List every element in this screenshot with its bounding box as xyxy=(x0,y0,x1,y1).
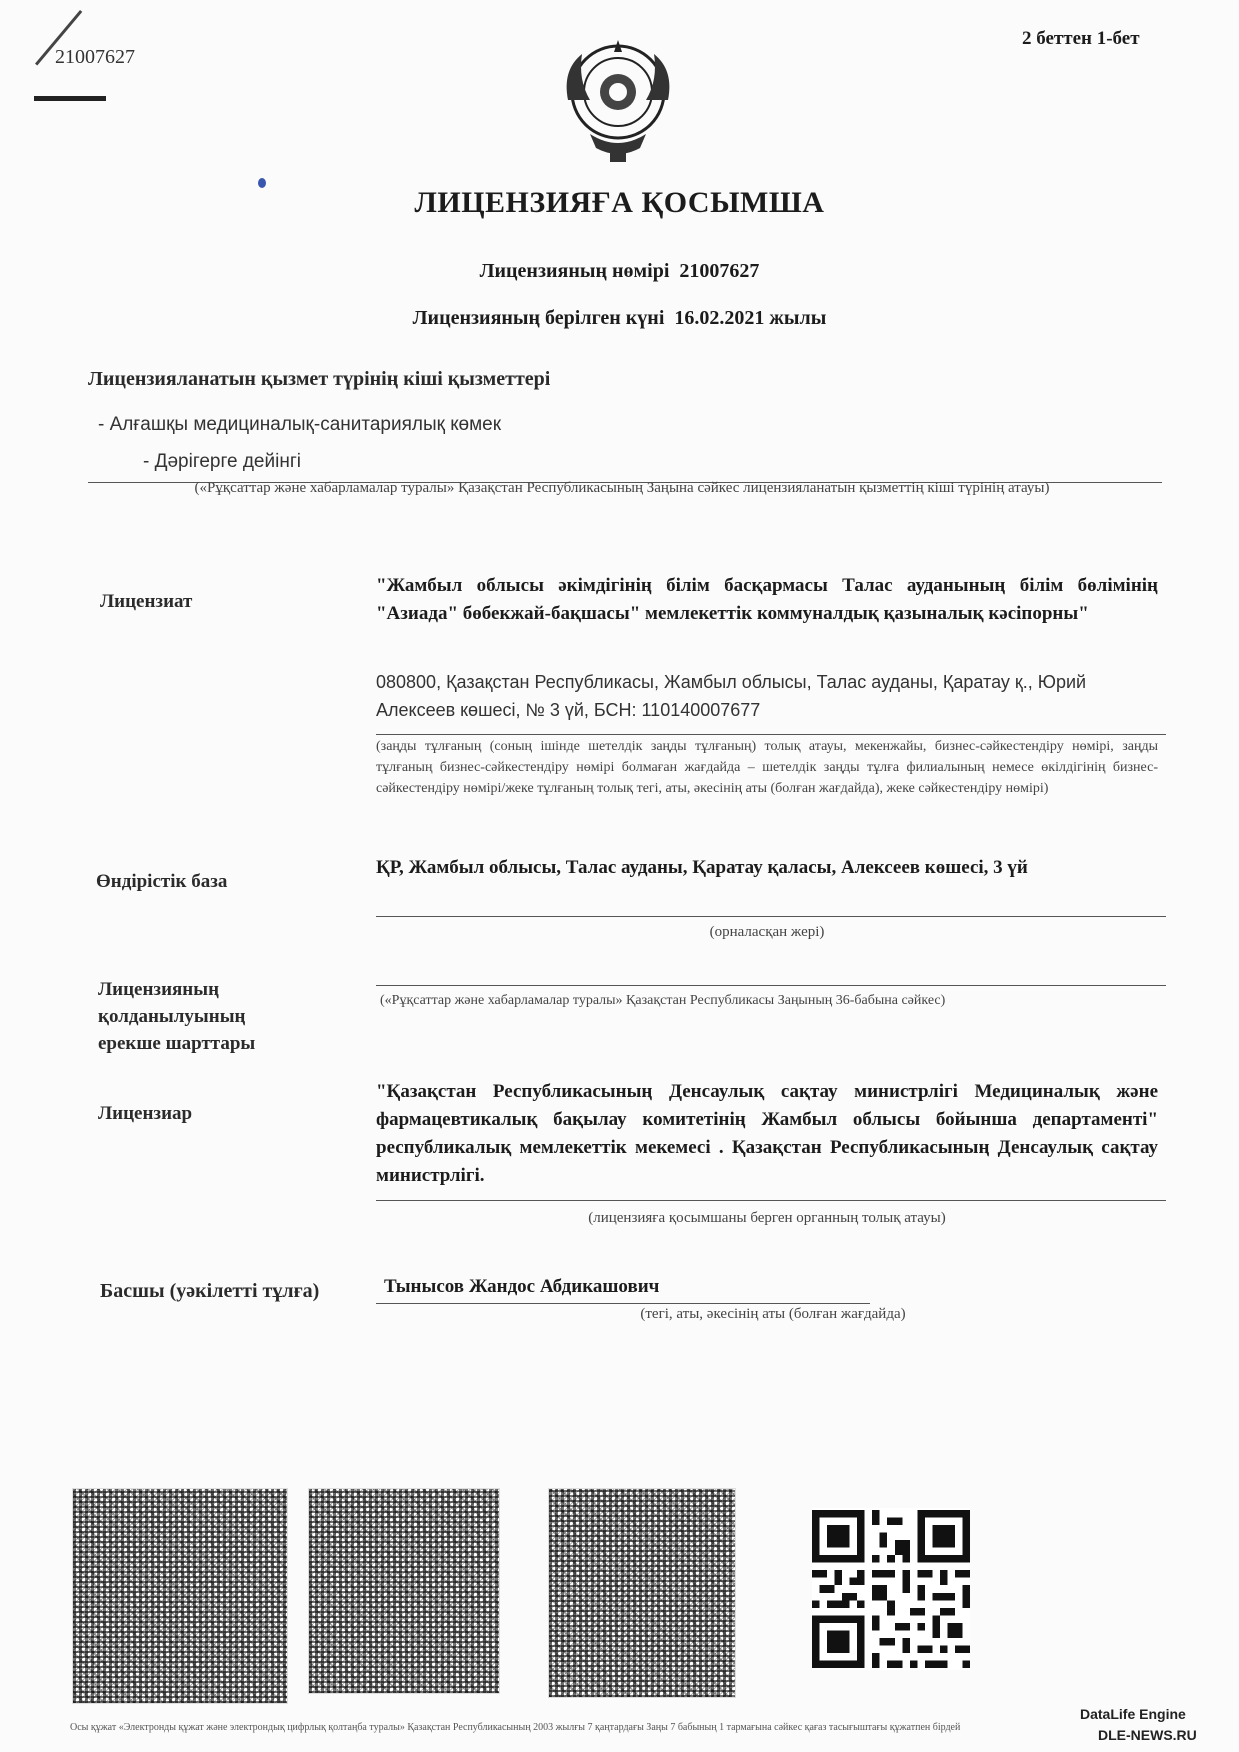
license-date-line xyxy=(0,307,1239,330)
production-base-caption: (орналасқан жері) xyxy=(709,924,825,940)
special-conditions-label xyxy=(98,976,255,1057)
production-base-value: ҚР, Жамбыл облысы, Талас ауданы, Қаратау қаласы, Алексеев көшесі, 3 үй xyxy=(376,857,1028,878)
qr-code-icon xyxy=(812,1508,970,1670)
license-date-label: Лицензияның берілген күні xyxy=(412,307,665,329)
license-number-line xyxy=(0,260,1239,283)
special-conditions-label-line: Лицензияның xyxy=(98,979,220,1000)
head-caption: (тегі, аты, әкесінің аты (болған жағдайда) xyxy=(640,1306,906,1322)
document-title: ЛИЦЕНЗИЯҒА ҚОСЫМША xyxy=(414,186,825,219)
2d-barcode-icon xyxy=(308,1488,500,1694)
subactivities-caption: («Рұқсаттар және хабарламалар туралы» Қазақстан Республикасының Заңына сәйкес лицензияланатын қызметтің кіші түрінің атауы) xyxy=(194,480,1050,496)
special-conditions-label-line: ерекше шарттары xyxy=(98,1033,256,1054)
watermark: DataLife Engine xyxy=(1080,1706,1186,1722)
subactivity-item: - Алғашқы медициналық-санитариялық көмек xyxy=(98,414,502,435)
ink-underline-mark xyxy=(34,96,106,101)
license-number-value: 21007627 xyxy=(679,260,760,282)
license-number-label: Лицензияның нөмірі xyxy=(479,260,670,282)
divider xyxy=(376,1200,1166,1201)
page-count: 2 беттен 1-бет xyxy=(1022,28,1140,49)
production-base-label: Өндірістік база xyxy=(96,871,228,892)
head-label: Басшы (уәкілетті тұлға) xyxy=(100,1280,320,1302)
licensee-name: "Жамбыл облысы әкімдігінің білім басқармасы Талас ауданының білім бөлімінің "Азиада" бөбекжай-бақшасы" мемлекеттік коммуналдық қазыналық кәсіпорны" xyxy=(376,575,1158,624)
licensee-caption: (заңды тұлғаның (соның ішінде шетелдік заңды тұлғаның) толық атауы, мекенжайы, бизнес-сәйкестендіру нөмірі, заңды тұлғаның бизнес-сәйкестендіру нөмірі болмаған жағдайда – шетелдік заңды тұлға филиалының немесе өкілдігінің бизнес-сәйкестендіру нөмірі/жеке тұлғаның толық тегі, аты, әкесінің аты (болған жағдайда), жеке сәйкестендіру нөмірі) xyxy=(376,739,1158,796)
legal-footer-note: Осы құжат «Электронды құжат және электрондық цифрлық қолтаңба туралы» Қазақстан Республикасының 2003 жылғы 7 қаңтардағы Заңы 7 бабының 1 тармағына сәйкес қағаз тасығыштағы құжатпен бірдей xyxy=(70,1722,961,1733)
licensee-address: 080800, Қазақстан Республикасы, Жамбыл облысы, Талас ауданы, Қаратау қ., Юрий Алексеев көшесі, № 3 үй, БСН: 110140007677 xyxy=(376,672,1087,720)
watermark: DLE-NEWS.RU xyxy=(1098,1727,1197,1743)
divider xyxy=(376,916,1166,917)
head-value: Тынысов Жандос Абдикашович xyxy=(384,1276,660,1297)
special-conditions-caption: («Рұқсаттар және хабарламалар туралы» Қазақстан Республикасы Заңының 36-бабына сәйкес) xyxy=(380,993,946,1008)
special-conditions-label-line: қолданылуының xyxy=(98,1006,246,1027)
state-emblem-icon xyxy=(560,30,676,170)
stamp-number: 21007627 xyxy=(55,46,135,68)
divider xyxy=(376,734,1166,735)
licensor-label: Лицензиар xyxy=(98,1103,193,1124)
divider xyxy=(376,1303,870,1304)
subactivities-heading: Лицензияланатын қызмет түрінің кіші қызметтері xyxy=(88,368,551,390)
licensor-caption: (лицензияға қосымшаны берген органның толық атауы) xyxy=(588,1210,946,1226)
2d-barcode-icon xyxy=(72,1488,288,1704)
2d-barcode-icon xyxy=(548,1488,736,1698)
licensee-label: Лицензиат xyxy=(100,591,193,612)
licensor-value: "Қазақстан Республикасының Денсаулық сақтау министрлігі Медициналық және фармацевтикалық бақылау комитетінің Жамбыл облысы бойынша департаменті" республикалық мемлекеттік мекемесі . Қазақстан Республикасының Денсаулық сақтау министрлігі. xyxy=(376,1081,1158,1186)
subactivity-item: - Дәрігерге дейінгі xyxy=(143,451,301,472)
license-date-value: 16.02.2021 жылы xyxy=(674,307,827,329)
divider xyxy=(376,985,1166,986)
